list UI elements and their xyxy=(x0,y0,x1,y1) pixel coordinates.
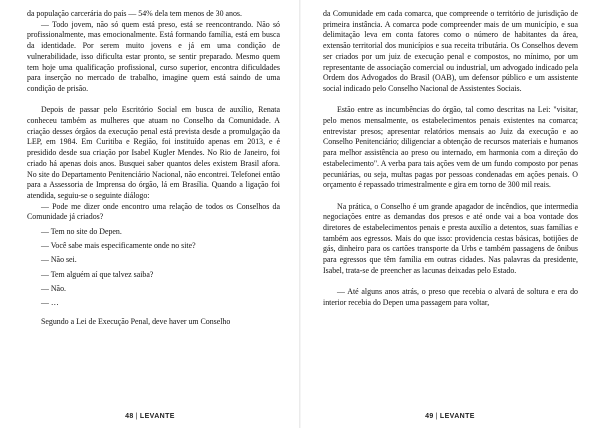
right-page-text xyxy=(323,9,578,309)
page-number: 49 xyxy=(425,413,434,420)
dialogue-line: — Não sei. xyxy=(41,255,77,265)
left-page-footer xyxy=(0,413,300,420)
body-paragraph: da população carcerária do país — 54% dela tem menos de 30 anos. xyxy=(27,9,242,18)
footer-separator: | xyxy=(435,413,438,420)
left-page-text xyxy=(27,9,280,328)
body-paragraph: Depois de passar pelo Escritório Social em busca de auxílio, Renata conheceu também as mulheres que atuam no Conselho da Comunidade. A criação desses órgãos da execução penal está prevista desde a promulgação da LEP, em 1984. Em Curitiba e Região, foi instituído apenas em 2013, e é presidido desde sua criação por Isabel Kugler Mendes. No Rio de Janeiro, foi criado há apenas dois anos. Busquei saber quantos deles existem Brasil afora. No site do Departamento Penitenciário Nacional, não encontrei. Telefonei então para a Assessoria de Imprensa do órgão, lá em Brasília. Quando a ligação foi atendida, seguiu-se o seguinte diálogo: xyxy=(27,105,280,200)
body-paragraph: — Até alguns anos atrás, o preso que recebia o alvará de soltura e era do interior recebia do Depen uma passagem para voltar, xyxy=(323,287,578,307)
dialogue-line: — … xyxy=(41,298,59,308)
dialogue-line: — Você sabe mais especificamente onde no site? xyxy=(41,240,196,250)
book-title: LEVANTE xyxy=(139,413,175,420)
dialogue-line: — Não. xyxy=(41,283,66,293)
right-page xyxy=(300,0,600,428)
body-paragraph: Estão entre as incumbências do órgão, tal como descritas na Lei: "visitar, pelo menos mensalmente, os estabelecimentos penais existentes na comarca; entrevistar presos; apresentar relatórios mensais ao Juiz da execução e ao Conselho Penitenciário; diligenciar a obtenção de recursos materiais e humanos para melhor assistência ao preso ou internado, em harmonia com a direção do estabelecimento". A verba para tais ações vem de um fundo composto por penas pecuniárias, ou seja, multas pagas por pessoas condenadas em ações penais. O orçamento é repassado trimestralmente e gira em torno de 300 mil reais. xyxy=(323,105,578,190)
body-paragraph: Segundo a Lei de Execução Penal, deve haver um Conselho xyxy=(41,316,231,326)
body-paragraph: Na prática, o Conselho é um grande apagador de incêndios, que intermedia negociações entre as demandas dos presos e até onde vai a boa vontade dos diretores de estabelecimentos penais e presta auxílio a detentos, suas famílias e também aos egressos. Mais do que isso: providencia cestas básicas, botijões de gás, dinheiro para os cartões transporte da Urbs e também passagens de ônibus para egressos que têm família em outras cidades. Nas palavras da presidente, Isabel, trata-se de preencher as lacunas deixadas pelo Estado. xyxy=(323,201,578,275)
dialogue-line: — Tem alguém aí que talvez saiba? xyxy=(41,269,154,279)
right-page-footer xyxy=(300,413,600,420)
dialogue-line: — Pode me dizer onde encontro uma relação de todos os Conselhos da Comunidade já criados? xyxy=(27,201,280,222)
book-title: LEVANTE xyxy=(439,413,475,420)
footer-separator: | xyxy=(135,413,138,420)
body-paragraph: — Todo jovem, não só quem está preso, está se reencontrando. Não só profissionalmente, mas emocionalmente. Está formando família, está em busca da identidade. Por serem muito jovens e já em uma condição de vulnerabilidade, isso dificulta estar pronto, se sentir preparado. Mesmo quem tem hoje uma qualificação profissional, curso superior, encontra dificuldades para inserção no mercado de trabalho, imagine quem está saindo de uma condição de prisão. xyxy=(27,19,280,93)
page-number: 48 xyxy=(125,413,134,420)
body-paragraph: da Comunidade em cada comarca, que compreende o território de jurisdição de primeira instância. A comarca pode compreender mais de um município, e sua delimitação leva em conta fatores como o número de habitantes da área, extensão territorial dos municípios e sua receita tributária. Os Conselhos devem ser criados por um juiz de execução penal e compostos, no mínimo, por um representante de associação comercial ou industrial, um advogado indicado pela Ordem dos Advogados do Brasil (OAB), um defensor público e um assistente social indicado pelo Conselho Nacional de Assistentes Sociais. xyxy=(323,9,578,93)
dialogue-line: — Tem no site do Depen. xyxy=(41,226,122,236)
